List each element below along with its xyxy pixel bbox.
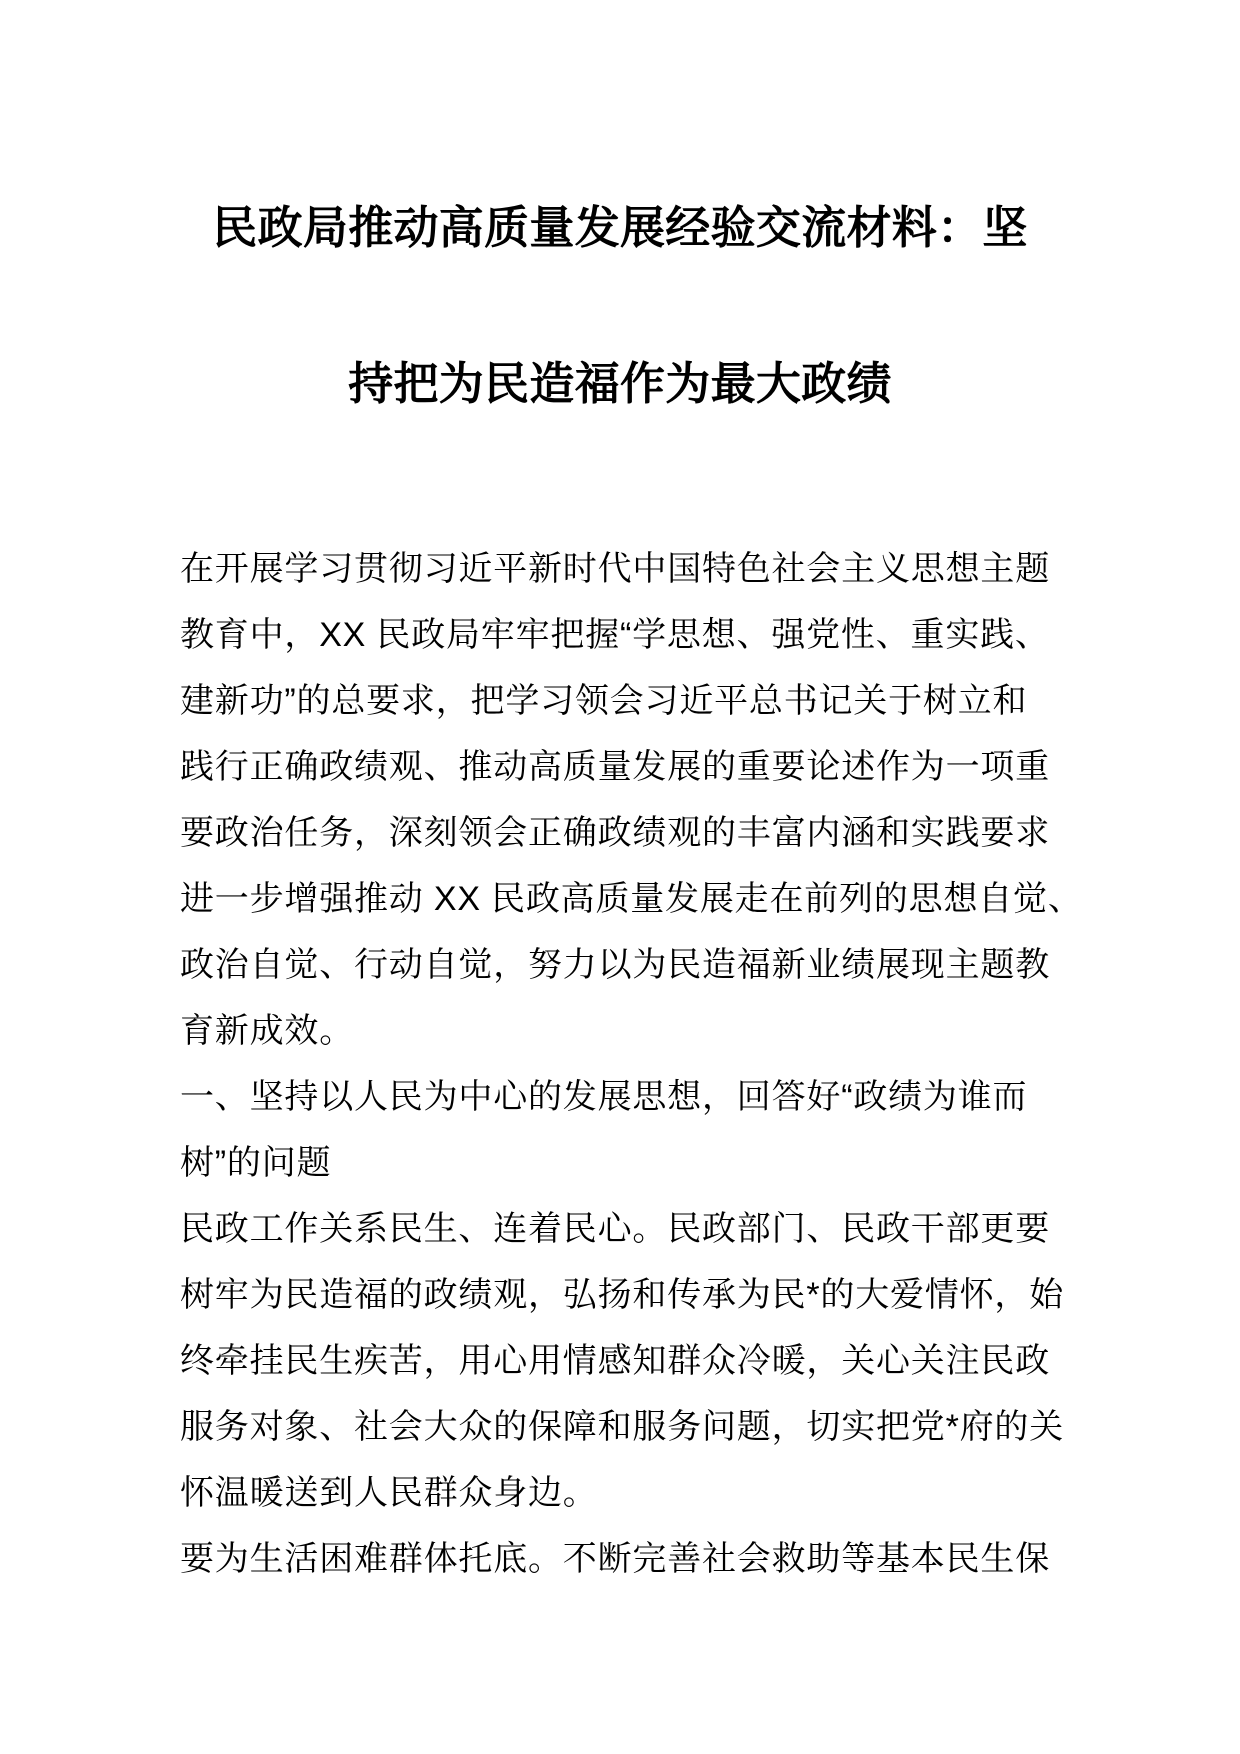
text-line: 要政治任务，深刻领会正确政绩观的丰富内涵和实践要求 <box>180 814 1050 852</box>
title-line: 持把为民造福作为最大政绩 <box>348 358 892 409</box>
text-line: 民政工作关系民生、连着民心。民政部门、民政干部更要 <box>180 1210 1050 1248</box>
paragraph <box>180 1196 1070 1526</box>
text-line: 一、坚持以人民为中心的发展思想，回答好“政绩为谁而 <box>180 1078 1028 1116</box>
document-body <box>180 536 1083 1592</box>
paragraph <box>180 1526 1070 1592</box>
text-line: 建新功”的总要求，把学习领会习近平总书记关于树立和 <box>180 682 1028 720</box>
text-line: 践行正确政绩观、推动高质量发展的重要论述作为一项重 <box>180 748 1050 786</box>
paragraph <box>180 536 1083 1064</box>
text-line: 进一步增强推动 XX 民政高质量发展走在前列的思想自觉、 <box>180 880 1083 918</box>
title-line: 民政局推动高质量发展经验交流材料：坚 <box>212 202 1028 253</box>
text-line: 树”的问题 <box>180 1144 332 1182</box>
document-title <box>0 0 1240 462</box>
text-line: 终牵挂民生疾苦，用心用情感知群众冷暖，关心关注民政 <box>180 1342 1050 1380</box>
text-line: 服务对象、社会大众的保障和服务问题，切实把党*府的关 <box>180 1408 1065 1446</box>
text-line: 在开展学习贯彻习近平新时代中国特色社会主义思想主题 <box>180 550 1050 588</box>
text-line: 怀温暖送到人民群众身边。 <box>180 1474 598 1512</box>
text-line: 树牢为民造福的政绩观，弘扬和传承为民*的大爱情怀，始 <box>180 1276 1065 1314</box>
text-line: 育新成效。 <box>180 1012 354 1050</box>
text-line: 政治自觉、行动自觉，努力以为民造福新业绩展现主题教 <box>180 946 1050 984</box>
text-line: 教育中，XX 民政局牢牢把握“学思想、强党性、重实践、 <box>180 616 1050 654</box>
paragraph-section-heading <box>180 1064 1070 1196</box>
text-line: 要为生活困难群体托底。不断完善社会救助等基本民生保 <box>180 1540 1050 1578</box>
